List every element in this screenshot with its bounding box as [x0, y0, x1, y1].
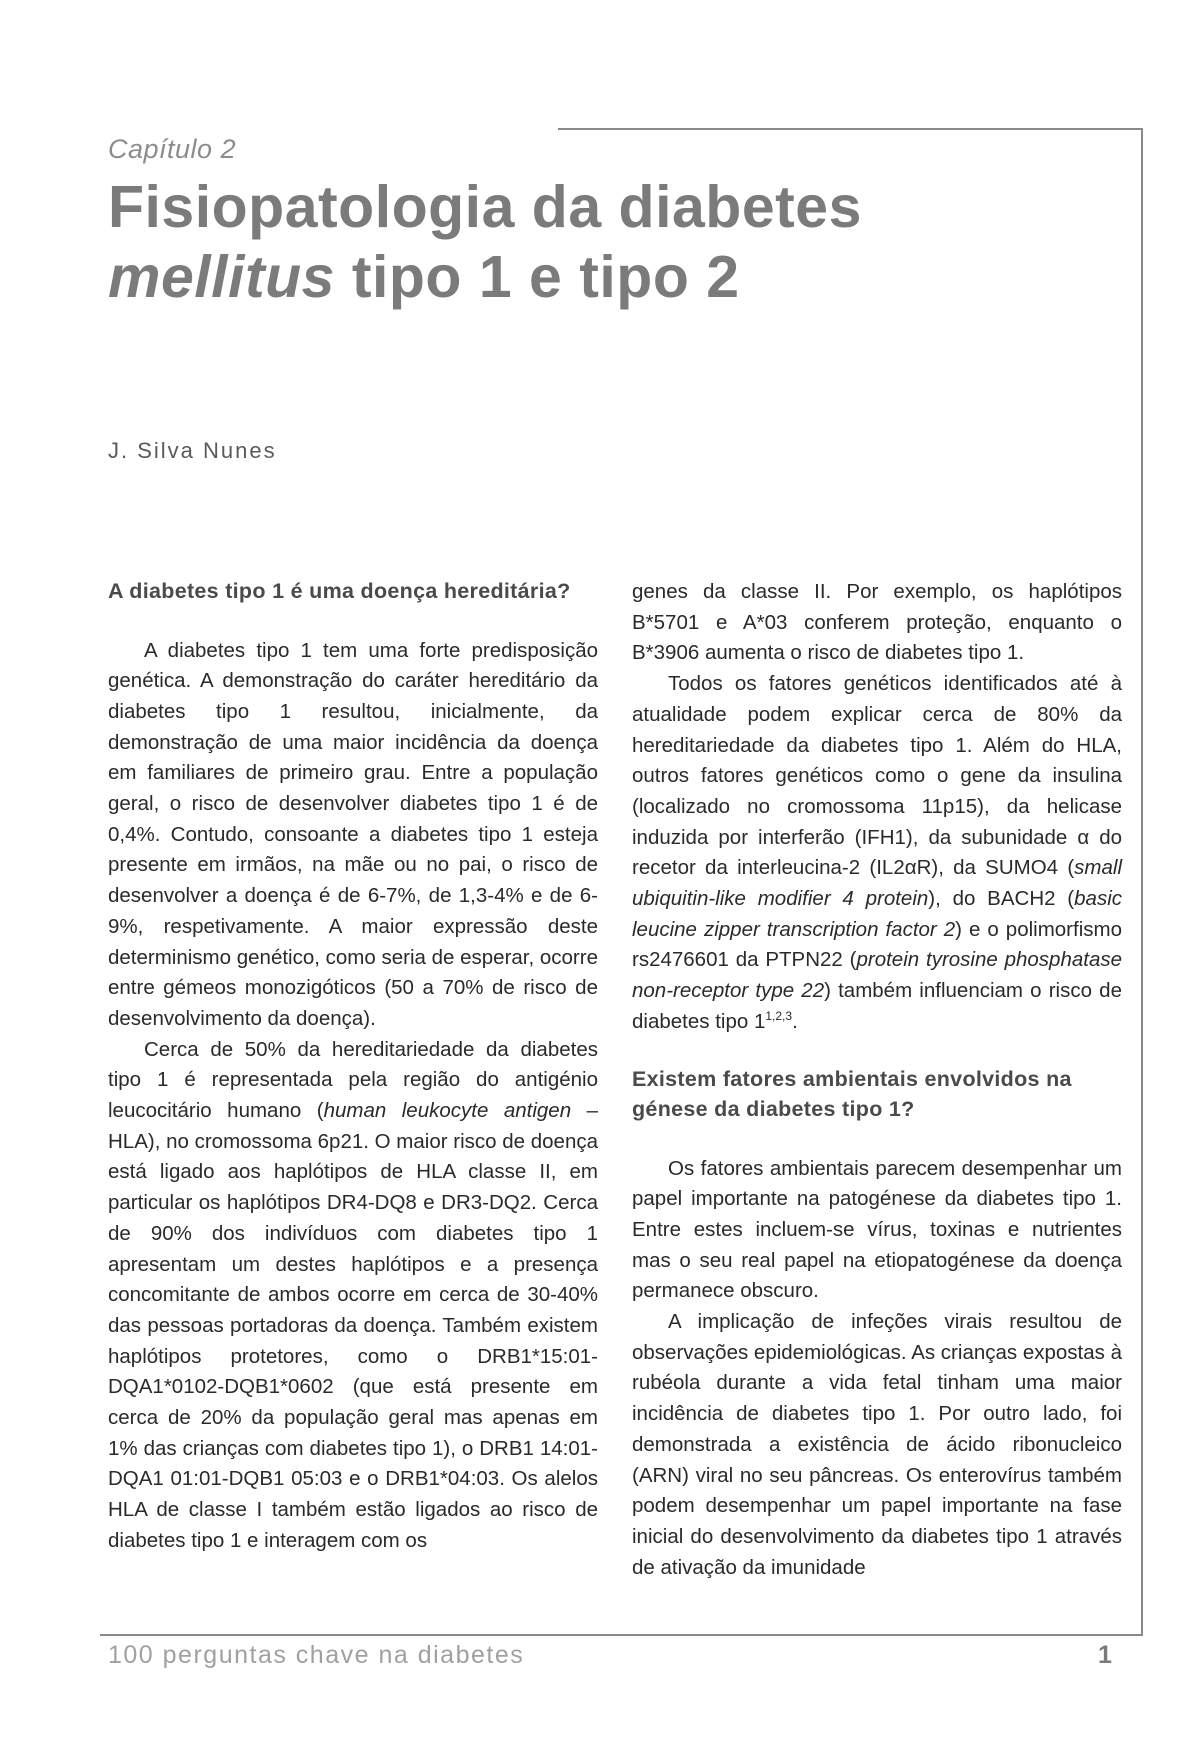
title-italic-word: mellitus: [108, 244, 335, 310]
footer-book-title: 100 perguntas chave na diabetes: [108, 1641, 525, 1669]
frame-right-rule: [1141, 128, 1143, 1636]
paragraph-continued: genes da classe II. Por exemplo, os haplótipos B*5701 e A*03 conferem proteção, enquanto o B*3906 aumenta o risco de diabetes tipo 1.: [632, 580, 1122, 665]
left-column: [108, 576, 598, 1557]
citation-superscript: 1,2,3: [765, 1009, 793, 1024]
paragraph-4: Os fatores ambientais parecem desempenhar um papel importante na patogénese da diabetes tipo 1. Entre estes incluem-se vírus, toxinas e nutrientes mas o seu real papel na etiopatogénese da doença permanece obscuro.: [632, 1156, 1122, 1303]
paragraph-3: Todos os fatores genéticos identificados até à atualidade podem explicar cerca de 80% da hereditariedade da diabetes tipo 1. Além do HLA, outros fatores genéticos como o gene da insulina (localizado no cromossoma 11p15), da helicase induzida por interferão (IFH1), da subunidade α do recetor da interleucina-2 (IL2αR), da SUMO4 (small ubiquitin-like modifier 4 protein), do BACH2 (basic leucine zipper transcription factor 2) e o polimorfismo rs2476601 da PTPN22 (protein tyrosine phosphatase non-receptor type 22) também influenciam o risco de diabetes tipo 1$^{1,2,3}$.: [632, 672, 1123, 1033]
title-line-2: tipo 1 e tipo 2: [334, 244, 740, 310]
paragraph-5: A implicação de infeções virais resultou de observações epidemiológicas. As crianças expostas à rubéola durante a vida fetal tinham uma maior incidência de diabetes tipo 1. Por outro lado, foi demonstrada a existência de ácido ribonucleico (ARN) viral no seu pâncreas. Os enterovírus também podem desempenhar um papel importante na fase inicial do desenvolvimento da diabetes tipo 1 através de ativação da imunidade: [632, 1310, 1122, 1579]
frame-bottom-rule: [100, 1634, 1143, 1636]
section-heading-2: Existem fatores ambientais envolvidos na génese da diabetes tipo 1?: [632, 1066, 1072, 1122]
title-line-1: Fisiopatologia da diabetes: [108, 174, 862, 240]
chapter-label: Capítulo 2: [108, 134, 237, 164]
right-column: [632, 577, 1122, 1583]
section-heading-1: A diabetes tipo 1 é uma doença hereditária?: [108, 579, 571, 603]
frame-top-rule: [558, 128, 1143, 130]
paragraph-1: A diabetes tipo 1 tem uma forte predisposição genética. A demonstração do caráter hereditário da diabetes tipo 1 resultou, inicialmente, da demonstração de uma maior incidência da doença em familiares de primeiro grau. Entre a população geral, o risco de desenvolver diabetes tipo 1 é de 0,4%. Contudo, consoante a diabetes tipo 1 esteja presente em irmãos, na mãe ou no pai, o risco de desenvolver a doença é de 6-7%, de 1,3-4% e de 6-9%, respetivamente. A maior expressão deste determinismo genético, como seria de esperar, ocorre entre gémeos monozigóticos (50 a 70% de risco de desenvolvimento da doença).: [108, 638, 598, 1030]
page-title: [108, 172, 1118, 312]
paragraph-2: Cerca de 50% da hereditariedade da diabetes tipo 1 é representada pela região do antigénio leucocitário humano (human leukocyte antigen – HLA), no cromossoma 6p21. O maior risco de doença está ligado aos haplótipos de HLA classe II, em particular os haplótipos DR4-DQ8 e DR3-DQ2. Cerca de 90% dos indivíduos com diabetes tipo 1 apresentam um destes haplótipos e a presença concomitante de ambos ocorre em cerca de 30-40% das pessoas portadoras da doença. Também existem haplótipos protetores, como o DRB1*15:01-DQA1*0102-DQB1*0602 (que está presente em cerca de 20% da população geral mas apenas em 1% das crianças com diabetes tipo 1), o DRB1 14:01-DQA1 01:01-DQB1 05:03 e o DRB1*04:03. Os alelos HLA de classe I também estão ligados ao risco de diabetes tipo 1 e interagem com os: [108, 1037, 598, 1552]
author-name: J. Silva Nunes: [108, 438, 277, 463]
page-number: 1: [1098, 1641, 1112, 1669]
